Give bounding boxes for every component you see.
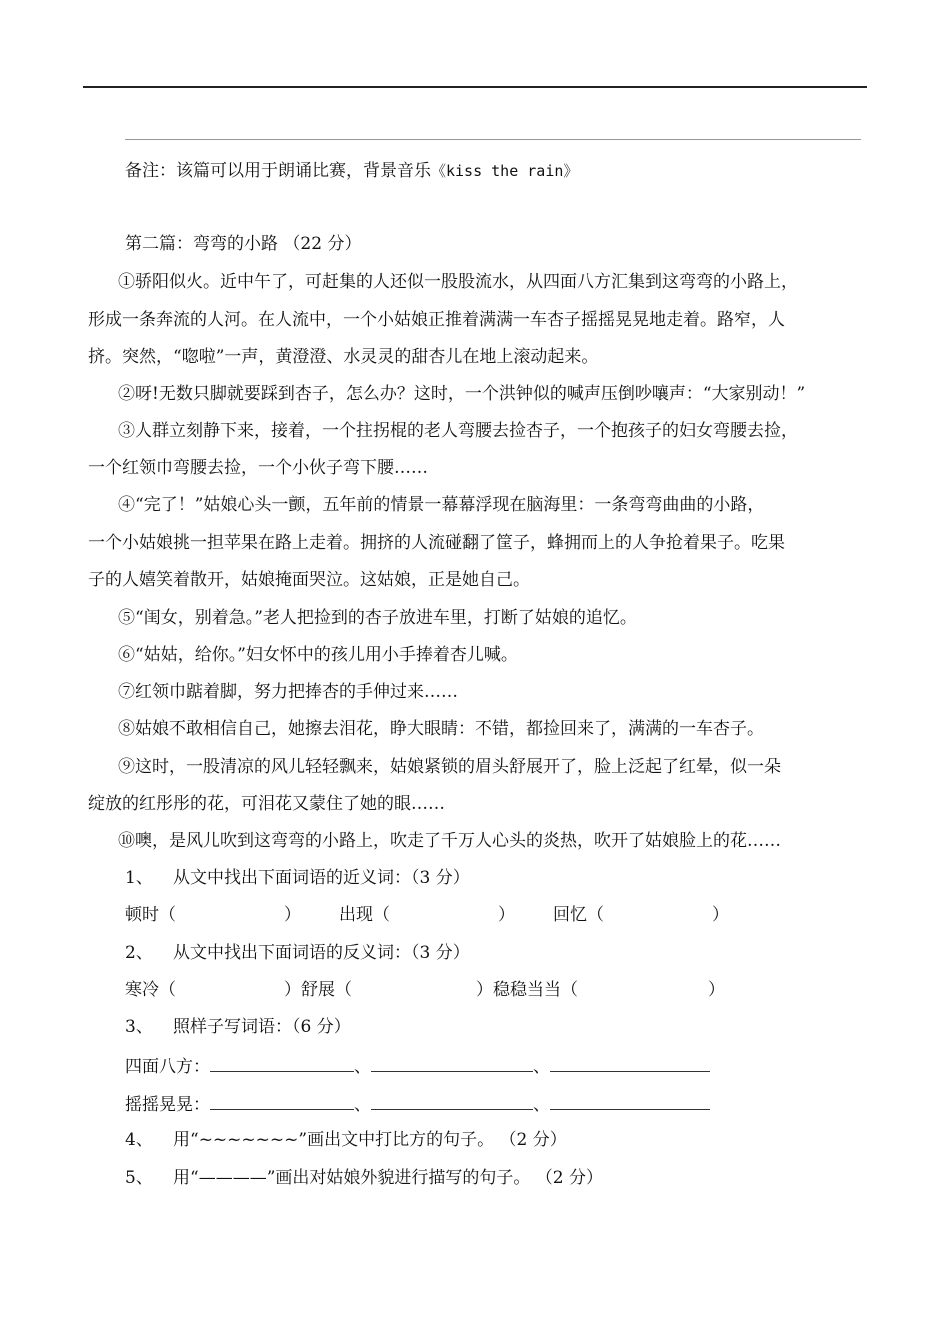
q2-word-1: 寒冷（ — [125, 980, 176, 1000]
question-4 — [125, 1129, 567, 1151]
question-1-answers — [125, 904, 729, 926]
q3-row-2-blank-3[interactable] — [550, 1095, 710, 1110]
paragraph-1-line-3: 挤。突然，“唿啦”一声，黄澄澄、水灵灵的甜杏儿在地上滚动起来。 — [88, 347, 599, 367]
paragraph-4-line-3: 子的人嬉笑着散开，姑娘掩面哭泣。这姑娘，正是她自己。 — [88, 570, 530, 590]
q3-row-1-sep-1: 、 — [354, 1057, 371, 1077]
q3-row-2-blank-1[interactable] — [210, 1095, 354, 1110]
separator-line — [125, 139, 861, 140]
question-4-number: 4、 — [125, 1130, 153, 1150]
question-3-text: 照样子写词语：（6 分） — [173, 1017, 351, 1037]
question-3-number: 3、 — [125, 1017, 153, 1037]
header-rule — [83, 86, 867, 88]
note-music: 《kiss the rain》 — [431, 162, 579, 180]
q3-row-1-blank-3[interactable] — [550, 1057, 710, 1072]
question-1 — [125, 867, 470, 889]
question-3-row-1 — [125, 1056, 710, 1078]
question-2 — [125, 942, 470, 964]
paragraph-5: ⑤“闺女，别着急。”老人把捡到的杏子放进车里，打断了姑娘的追忆。 — [118, 608, 637, 628]
paragraph-2: ②呀!无数只脚就要踩到杏子，怎么办？这时，一个洪钟似的喊声压倒吵嚷声：“大家别动！” — [118, 384, 806, 404]
question-2-text: 从文中找出下面词语的反义词：（3 分） — [173, 943, 470, 963]
q1-word-3: 回忆（ — [553, 905, 604, 925]
q3-row-1-blank-2[interactable] — [371, 1057, 533, 1072]
q3-row-1-label: 四面八方： — [125, 1057, 210, 1077]
paragraph-6: ⑥“姑姑，给你。”妇女怀中的孩儿用小手捧着杏儿喊。 — [118, 645, 518, 665]
q1-close-3: ） — [712, 905, 729, 925]
question-5 — [125, 1167, 603, 1189]
question-2-answers — [125, 979, 725, 1001]
paragraph-4-line-1: ④“完了！”姑娘心头一颤，五年前的情景一幕幕浮现在脑海里：一条弯弯曲曲的小路， — [118, 495, 765, 515]
section-title: 第二篇：弯弯的小路 （22 分） — [125, 234, 362, 254]
q3-row-1-blank-1[interactable] — [210, 1057, 354, 1072]
paragraph-1-line-2: 形成一条奔流的人河。在人流中，一个小姑娘正推着满满一车杏子摇摇晃晃地走着。路窄，人 — [88, 310, 785, 330]
question-3-row-2 — [125, 1094, 710, 1116]
paragraph-3-line-1: ③人群立刻静下来，接着，一个拄拐棍的老人弯腰去捡杏子，一个抱孩子的妇女弯腰去捡， — [118, 421, 798, 441]
q1-close-1: ） — [284, 905, 301, 925]
paragraph-10: ⑩噢，是风儿吹到这弯弯的小路上，吹走了千万人心头的炎热，吹开了姑娘脸上的花…… — [118, 831, 781, 851]
paragraph-8: ⑧姑娘不敢相信自己，她擦去泪花，睁大眼睛：不错，都捡回来了，满满的一车杏子。 — [118, 719, 764, 739]
question-5-number: 5、 — [125, 1168, 153, 1188]
q3-row-1-sep-2: 、 — [533, 1057, 550, 1077]
note-line — [125, 160, 578, 182]
question-4-text: 用“~~~~~~~”画出文中打比方的句子。 （2 分） — [173, 1130, 567, 1150]
q2-close: ） — [708, 980, 725, 1000]
q2-word-3: ）稳稳当当（ — [476, 980, 578, 1000]
question-5-text: 用“————”画出对姑娘外貌进行描写的句子。 （2 分） — [173, 1168, 604, 1188]
q1-word-1: 顿时（ — [125, 905, 176, 925]
q3-row-2-label: 摇摇晃晃： — [125, 1095, 210, 1115]
paragraph-3-line-2: 一个红领巾弯腰去捡，一个小伙子弯下腰…… — [88, 458, 428, 478]
paragraph-1-line-1: ①骄阳似火。近中午了，可赶集的人还似一股股流水，从四面八方汇集到这弯弯的小路上， — [118, 272, 798, 292]
paragraph-7: ⑦红领巾踮着脚，努力把捧杏的手伸过来…… — [118, 682, 458, 702]
question-2-number: 2、 — [125, 943, 153, 963]
note-prefix: 备注：该篇可以用于朗诵比赛，背景音乐 — [125, 161, 431, 181]
paragraph-4-line-2: 一个小姑娘挑一担苹果在路上走着。拥挤的人流碰翻了筐子，蜂拥而上的人争抢着果子。吃果 — [88, 533, 785, 553]
question-3 — [125, 1016, 351, 1038]
q1-word-2: 出现（ — [339, 905, 390, 925]
paragraph-9-line-1: ⑨这时，一股清凉的风儿轻轻飘来，姑娘紧锁的眉头舒展开了，脸上泛起了红晕，似一朵 — [118, 757, 781, 777]
q3-row-2-sep-1: 、 — [354, 1095, 371, 1115]
paragraph-9-line-2: 绽放的红彤彤的花，可泪花又蒙住了她的眼…… — [88, 794, 445, 814]
q1-close-2: ） — [498, 905, 515, 925]
q3-row-2-blank-2[interactable] — [371, 1095, 533, 1110]
q2-word-2: ）舒展（ — [284, 980, 352, 1000]
question-1-text: 从文中找出下面词语的近义词：（3 分） — [173, 868, 470, 888]
question-1-number: 1、 — [125, 868, 153, 888]
q3-row-2-sep-2: 、 — [533, 1095, 550, 1115]
